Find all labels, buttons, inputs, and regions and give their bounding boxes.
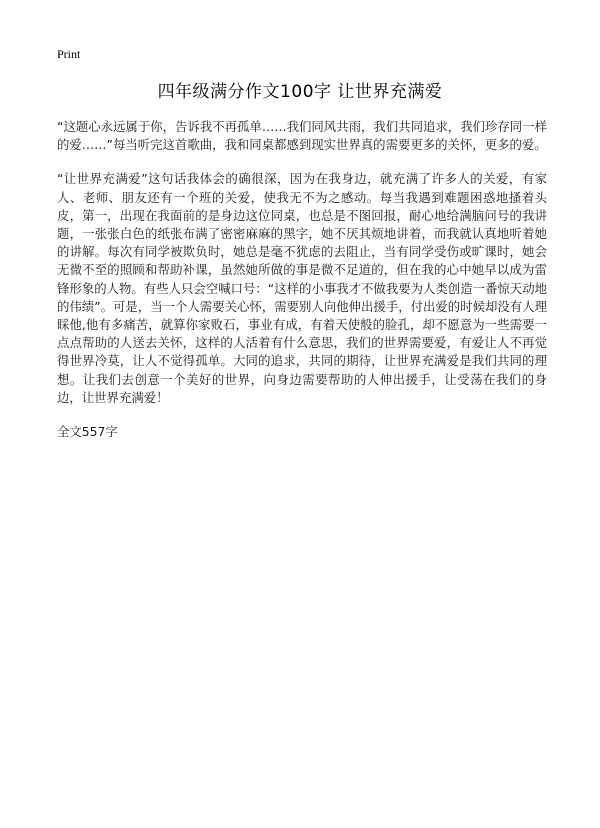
word-count: 全文557字 [57, 424, 118, 440]
article-paragraph-2: “让世界充满爱”这句话我体会的确很深，因为在我身边，就充满了许多人的关爱，有家人、老师、朋友还有一个班的关爱，使我无不为之感动。每当我遇到难题困惑地搔着头皮，第一，出现在我面前的是身边这位同桌，也总是不图回报，耐心地给满脑问号的我讲题，一张张白色的纸张布满了密密麻麻的黑字，她不厌其烦地讲着，而我就认真地听着她的讲解。每次有同学被欺负时，她总是毫不犹虑的去阻止，当有同学受伤或旷课时，她会无微不至的照顾和帮助补课，虽然她所做的事是微不足道的，但在我的心中她早以成为雷锋形象的人物。有些人只会空喊口号：“这样的小事我才不做我要为人类创造一番惊天动地的伟绩”。可是，当一个人需要关心怀，需要别人向他伸出援手，付出爱的时候却没有人理睬他,他有多痛苦，就算你家败石，事业有成，有着天使般的脸孔，却不愿意为一些需要一点点帮助的人送去关怀，这样的人活着有什么意思，我们的世界需要爱，有爱让人不再觉得世界冷莫，让人不觉得孤单。大同的追求，共同的期待，让世界充满爱是我们共同的理想。让我们去创意一个美好的世界，向身边需要帮助的人伸出援手，让受荡在我们的身边，让世界充满爱！ [57, 171, 547, 405]
article-body [57, 118, 547, 441]
article-paragraph-1: “这题心永远属于你，告诉我不再孤单……我们同风共雨，我们共同追求，我们珍存同一样的爱……”每当听完这首歌曲，我和同桌都感到现实世界真的需要更多的关怀，更多的爱。 [57, 119, 547, 153]
print-link[interactable]: Print [57, 47, 81, 61]
article-title: 四年级满分作文100字 让世界充满爱 [157, 82, 443, 102]
